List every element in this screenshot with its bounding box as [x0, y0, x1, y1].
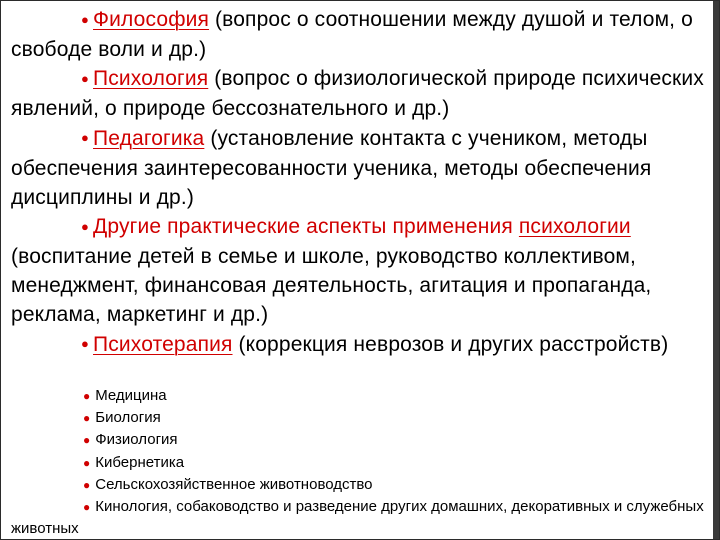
bullet-icon: ● [83, 455, 91, 470]
item-description: (установление контакта с учеником, методы обеспечения заинтересованности ученика, методы обеспечения дисциплины и др.) [11, 126, 652, 209]
list-item-pedagogy [11, 124, 709, 212]
item-description: (коррекция неврозов и других расстройств) [232, 332, 669, 356]
bullet-icon: ● [83, 500, 91, 515]
sub-list [11, 385, 709, 539]
item-description: (вопрос о соотношении между душой и телом, о свободе воли и др.) [11, 8, 693, 62]
term-link[interactable]: Психотерапия [93, 332, 233, 356]
sub-list-item [11, 407, 709, 429]
bullet-icon: ● [81, 336, 90, 352]
term-prefix: Другие практические аспекты применения [93, 214, 519, 238]
sub-list-item [11, 496, 709, 539]
list-item-practical-aspects [11, 212, 709, 330]
sub-item-label: Медицина [95, 387, 167, 404]
term-link[interactable]: психологии [518, 214, 631, 238]
sub-item-label: Кибернетика [95, 453, 185, 471]
sub-item-label: Биология [95, 409, 161, 427]
item-description: (воспитание детей в семье и школе, руководство коллективом, менеджмент, финансовая деятельность, агитация и пропаганда, реклама, маркетинг и др.) [11, 245, 652, 327]
list-item-psychology [11, 64, 709, 123]
bullet-icon: ● [83, 433, 91, 448]
slide-edge-shadow [713, 1, 719, 540]
sub-item-label: Физиология [95, 431, 178, 449]
item-description: (вопрос о физиологической природе психических явлений, о природе бессознательного и др.) [11, 67, 704, 121]
term-link[interactable]: Философия [93, 8, 210, 31]
sub-item-label: Сельскохозяйственное животноводство [95, 475, 373, 493]
bullet-icon: ● [83, 411, 91, 426]
bullet-icon: ● [81, 71, 90, 87]
sub-list-item [11, 452, 709, 474]
bullet-icon: ● [83, 477, 91, 492]
sub-item-label: Кинология, собаководство и разведение других домашних, декоративных и служебных животных [11, 498, 704, 538]
sub-list-item [11, 385, 709, 407]
bullet-icon: ● [81, 130, 90, 146]
sub-list-item [11, 474, 709, 496]
bullet-icon: ● [81, 11, 90, 27]
term-link[interactable]: Психология [93, 67, 209, 91]
list-item-philosophy [11, 5, 709, 64]
bullet-icon: ● [83, 389, 91, 403]
list-item-psychotherapy [11, 330, 709, 360]
main-list [11, 5, 709, 360]
term-link[interactable]: Педагогика [93, 126, 205, 150]
bullet-icon: ● [81, 218, 90, 234]
sub-list-item [11, 429, 709, 451]
